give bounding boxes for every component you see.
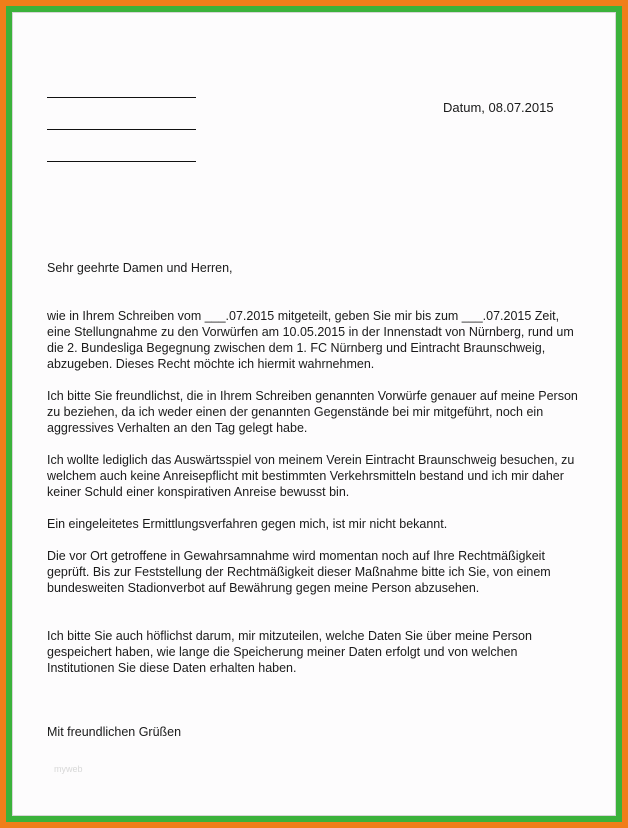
- paragraph-3: Ich wollte lediglich das Auswärtsspiel von meinem Verein Eintracht Braunschweig besuchen, zu welchem auch keine Anreisepflicht mit bestimmten Verkehrsmitteln bestand und ich mir daher keiner Schuld einer konspirativen Anreise bewusst bin.: [47, 453, 575, 499]
- closing: Mit freundlichen Grüßen: [47, 725, 182, 739]
- paragraph-6: Ich bitte Sie auch höflichst darum, mir mitzuteilen, welche Daten Sie über meine Person gespeichert haben, wie lange die Speicherung meiner Daten erfolgt und von welchen Institutionen Sie diese Daten erhalten haben.: [47, 629, 532, 675]
- letter-date: Datum, 08.07.2015: [443, 100, 554, 115]
- paragraph-5: Die vor Ort getroffene in Gewahrsamnahme wird momentan noch auf Ihre Rechtmäßigkeit geprüft. Bis zur Feststellung der Rechtmäßigkeit dieser Maßnahme bitte ich Sie, von einem bundesweiten Stadionverbot auf Bewährung gegen meine Person abzusehen.: [47, 549, 551, 595]
- watermark: myweb: [54, 764, 83, 774]
- salutation: Sehr geehrte Damen und Herren,: [47, 261, 233, 275]
- address-line-3: [47, 161, 196, 162]
- paragraph-1: wie in Ihrem Schreiben vom ___.07.2015 mitgeteilt, geben Sie mir bis zum ___.07.2015 Zeit, eine Stellungnahme zu den Vorwürfen am 10.05.2015 in der Innenstadt von Nürnberg, rund um die 2. Bundesliga Begegnung zwischen dem 1. FC Nürnberg und Eintracht Braunschweig, abzugeben. Dieses Recht möchte ich hiermit wahrnehmen.: [47, 309, 574, 371]
- paragraph-2: Ich bitte Sie freundlichst, die in Ihrem Schreiben genannten Vorwürfe genauer auf meine Person zu beziehen, da ich weder einen der genannten Gegenstände bei mir mitgeführt, noch ein aggressives Verhalten an den Tag gelegt habe.: [47, 389, 578, 435]
- address-line-2: [47, 129, 196, 130]
- paragraph-4: Ein eingeleitetes Ermittlungsverfahren gegen mich, ist mir nicht bekannt.: [47, 517, 448, 531]
- address-line-1: [47, 97, 196, 98]
